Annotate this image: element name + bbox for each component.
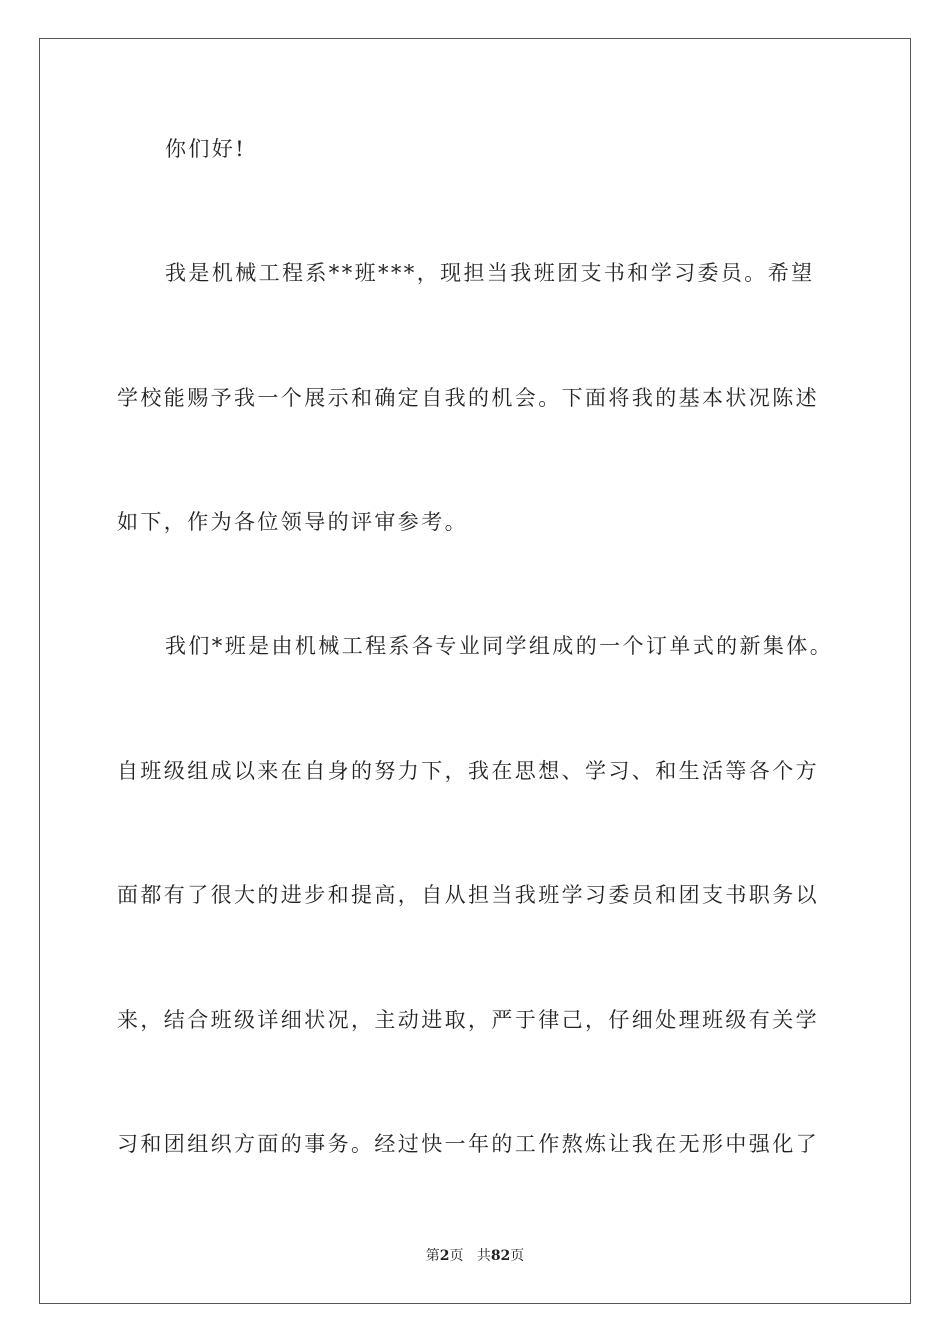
paragraph-line: 我们*班是由机械工程系各专业同学组成的一个订单式的新集体。 bbox=[165, 634, 834, 658]
page-border bbox=[39, 38, 911, 1304]
paragraph-line: 学校能赐予我一个展示和确定自我的机会。下面将我的基本状况陈述 bbox=[117, 386, 819, 410]
footer-page-suffix: 页 bbox=[449, 1248, 464, 1264]
footer-total-prefix: 共 bbox=[476, 1248, 491, 1264]
footer-page-number: 2 bbox=[439, 1248, 450, 1264]
paragraph-line: 如下，作为各位领导的评审参考。 bbox=[117, 510, 468, 534]
greeting-line: 你们好! bbox=[165, 137, 247, 161]
paragraph-line: 面都有了很大的进步和提高，自从担当我班学习委员和团支书职务以 bbox=[117, 883, 819, 907]
footer-page-prefix: 第 bbox=[425, 1248, 440, 1264]
paragraph-line: 来，结合班级详细状况，主动进取，严于律己，仔细处理班级有关学 bbox=[117, 1008, 819, 1032]
paragraph-line: 习和团组织方面的事务。经过快一年的工作熬炼让我在无形中强化了 bbox=[117, 1132, 819, 1156]
footer-total-suffix: 页 bbox=[510, 1248, 525, 1264]
paragraph-line: 我是机械工程系**班***，现担当我班团支书和学习委员。希望 bbox=[165, 261, 815, 285]
footer-total-pages: 82 bbox=[490, 1248, 511, 1264]
paragraph-line: 自班级组成以来在自身的努力下，我在思想、学习、和生活等各个方 bbox=[117, 759, 819, 783]
page-footer bbox=[0, 1246, 950, 1266]
